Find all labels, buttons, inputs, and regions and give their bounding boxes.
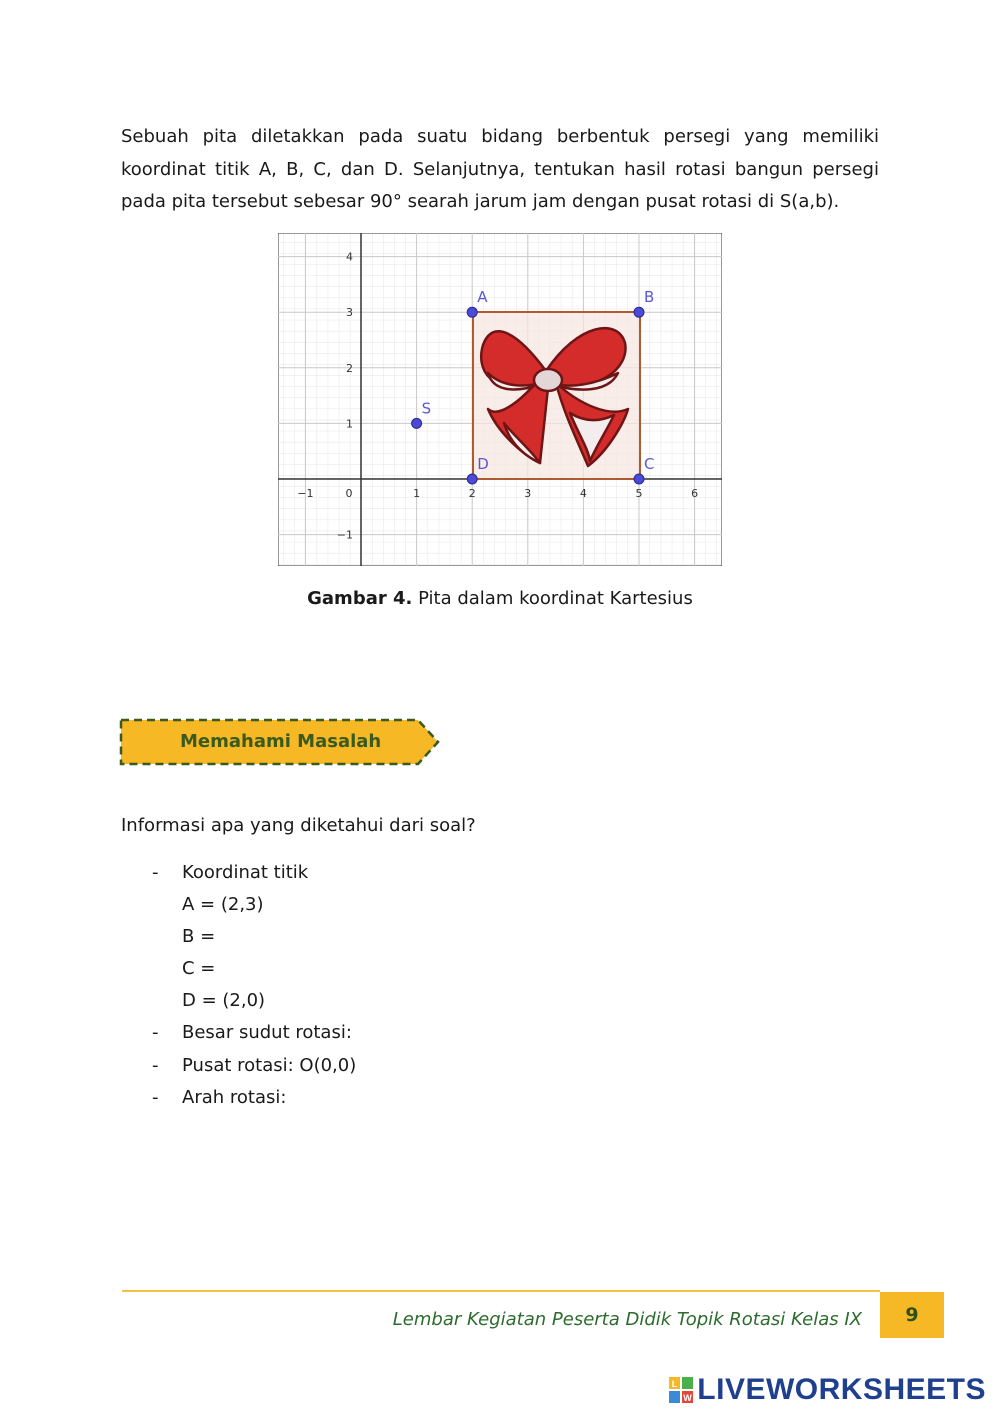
point-label-s: S	[421, 399, 432, 418]
caption-text: Pita dalam koordinat Kartesius	[412, 588, 693, 609]
y-tick-label: 2	[346, 361, 353, 375]
list-dash: -	[152, 1022, 159, 1043]
intro-paragraph: Sebuah pita diletakkan pada suatu bidang berbentuk persegi yang memiliki koordinat titik A, B, C, dan D. Selanjutnya, tentukan hasil rotasi bangun persegi pada pita tersebut sebesar 90° searah jarum jam dengan pusat rotasi di S(a,b).	[121, 126, 879, 212]
list-item: D = (2,0)	[182, 990, 266, 1011]
figure-caption	[0, 588, 1000, 609]
svg-text:L: L	[672, 1379, 678, 1389]
section-banner	[118, 716, 442, 768]
caption-label: Gambar 4.	[307, 588, 413, 609]
list-item: Koordinat titik	[182, 862, 309, 883]
point-c	[634, 474, 644, 484]
x-tick-label: 1	[413, 487, 421, 500]
list-item: C =	[182, 958, 216, 979]
question-text: Informasi apa yang diketahui dari soal?	[121, 815, 476, 836]
list-item: B =	[182, 926, 216, 947]
liveworksheets-icon	[669, 1377, 693, 1403]
footer-divider	[122, 1290, 880, 1292]
list-dash: -	[152, 1055, 159, 1076]
section-title: Memahami Masalah	[180, 731, 382, 752]
list-item: Besar sudut rotasi:	[182, 1022, 352, 1043]
liveworksheets-wordmark: LIVEWORKSHEETS	[697, 1373, 986, 1406]
liveworksheets-logo	[669, 1372, 986, 1408]
point-b	[634, 307, 644, 317]
y-tick-label: −1	[336, 528, 353, 542]
x-tick-label: 4	[579, 487, 587, 500]
y-tick-label: 4	[346, 250, 353, 264]
x-tick-label: 0	[345, 487, 353, 500]
coordinate-plot	[278, 233, 722, 566]
list-item: Arah rotasi:	[182, 1087, 287, 1108]
x-tick-label: 3	[524, 487, 532, 500]
list-dash: -	[152, 862, 159, 883]
list-item: A = (2,3)	[182, 894, 264, 915]
point-label-d: D	[477, 455, 489, 473]
point-label-c: C	[644, 455, 655, 473]
point-d	[467, 474, 477, 484]
point-s	[412, 418, 422, 428]
list-item: Pusat rotasi: O(0,0)	[182, 1055, 357, 1076]
x-tick-label: 6	[691, 487, 699, 500]
x-tick-label: 2	[468, 487, 476, 500]
y-tick-label: 3	[346, 306, 353, 320]
point-label-a: A	[477, 288, 488, 307]
y-tick-label: 1	[346, 417, 353, 431]
point-a	[467, 307, 477, 317]
page-number: 9	[880, 1292, 944, 1338]
x-tick-label: 5	[635, 487, 643, 500]
cartesian-figure	[278, 233, 722, 566]
svg-text:W: W	[683, 1393, 693, 1403]
x-tick-label: −1	[297, 487, 314, 500]
point-label-b: B	[644, 288, 655, 307]
list-dash: -	[152, 1087, 159, 1108]
footer-title: Lembar Kegiatan Peserta Didik Topik Rotasi Kelas IX	[392, 1309, 862, 1330]
